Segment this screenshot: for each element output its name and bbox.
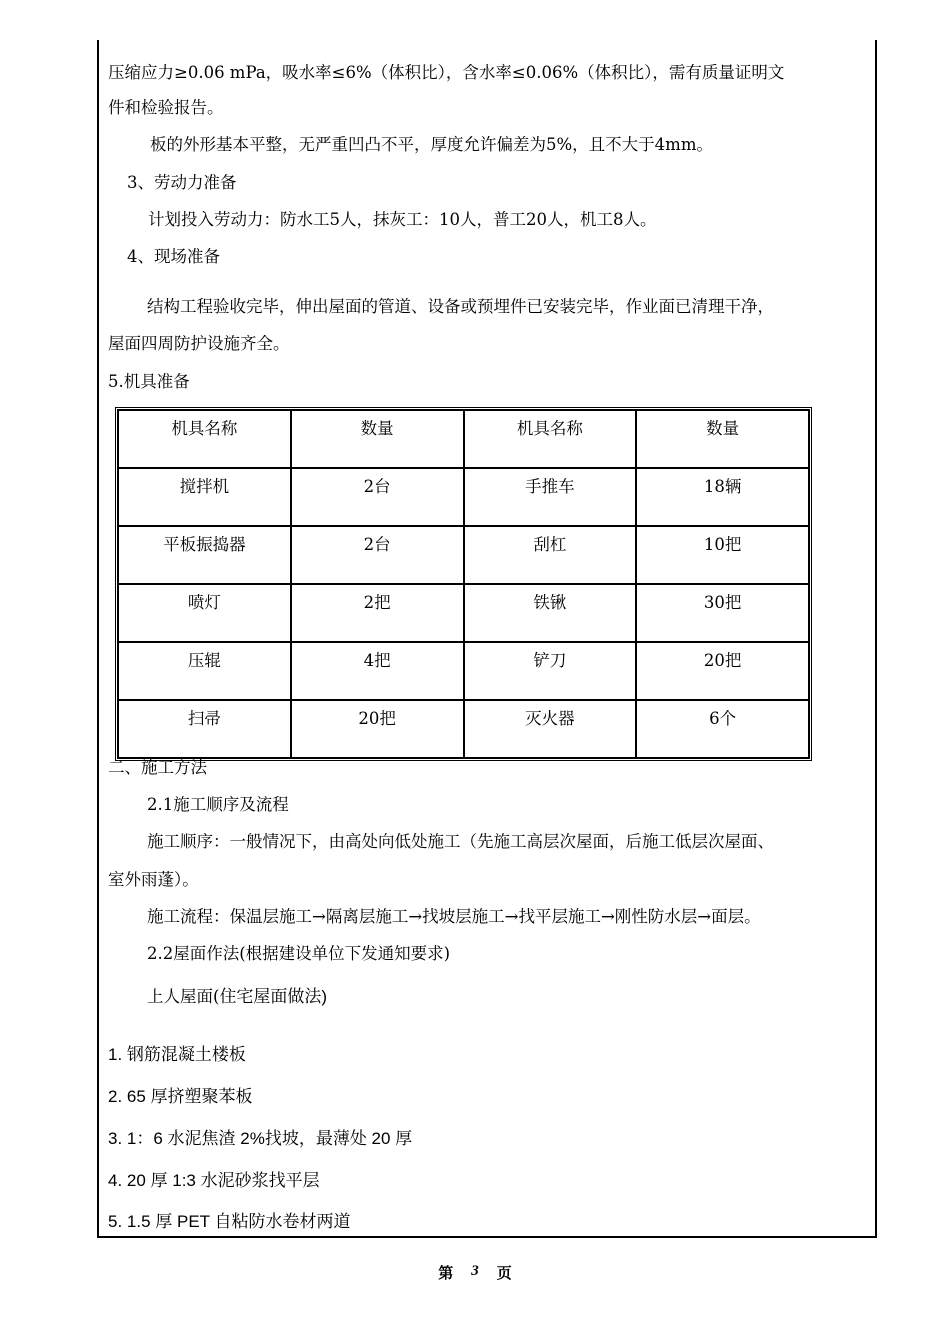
table-row xyxy=(118,468,809,526)
table-row xyxy=(118,584,809,642)
table-cell: 搅拌机 xyxy=(118,468,291,526)
paragraph-line: 件和检验报告。 xyxy=(108,98,224,117)
table-cell: 灭火器 xyxy=(464,700,637,758)
table-cell: 6个 xyxy=(636,700,809,758)
table-cell: 2台 xyxy=(291,526,464,584)
layer-item: 1. 钢筋混凝土楼板 xyxy=(108,1045,246,1064)
table-row xyxy=(118,526,809,584)
roof-type-line xyxy=(147,986,327,1008)
table-cell: 刮杠 xyxy=(464,526,637,584)
table-cell: 20把 xyxy=(636,642,809,700)
table-row xyxy=(118,700,809,758)
layer-item: 4. 20 厚 1:3 水泥砂浆找平层 xyxy=(108,1171,320,1190)
layer-item: 2. 65 厚挤塑聚苯板 xyxy=(108,1087,253,1106)
section-heading: 5.机具准备 xyxy=(108,372,190,391)
table-row xyxy=(118,642,809,700)
roof-type-bold: 住宅屋面做法) xyxy=(219,987,328,1006)
table-cell: 2台 xyxy=(291,468,464,526)
header-cell: 数量 xyxy=(291,410,464,468)
table-cell: 30把 xyxy=(636,584,809,642)
page-footer xyxy=(0,1262,950,1283)
footer-prefix: 第 xyxy=(438,1264,454,1282)
subsection-heading: 2.2屋面作法(根据建设单位下发通知要求) xyxy=(147,944,451,963)
section-heading: 二、施工方法 xyxy=(108,758,207,777)
paragraph-line: 计划投入劳动力：防水工5人，抹灰工：10人，普工20人，机工8人。 xyxy=(148,210,657,229)
paragraph-line: 板的外形基本平整，无严重凹凸不平，厚度允许偏差为5%，且不大于4mm。 xyxy=(150,135,713,154)
paragraph-line: 压缩应力≥0.06 mPa，吸水率≤6%（体积比），含水率≤0.06%（体积比），需有质量证明文 xyxy=(108,63,785,82)
table-cell: 2把 xyxy=(291,584,464,642)
section-heading: 4、现场准备 xyxy=(127,247,220,266)
header-cell: 机具名称 xyxy=(464,410,637,468)
subsection-heading: 2.1施工顺序及流程 xyxy=(147,795,289,814)
table-cell: 20把 xyxy=(291,700,464,758)
table-cell: 18辆 xyxy=(636,468,809,526)
paragraph-line: 屋面四周防护设施齐全。 xyxy=(108,334,290,353)
table-cell: 铲刀 xyxy=(464,642,637,700)
table-header-row xyxy=(118,410,809,468)
layer-item: 5. 1.5 厚 PET 自粘防水卷材两道 xyxy=(108,1212,351,1231)
layer-item: 3. 1：6 水泥焦渣 2%找坡，最薄处 20 厚 xyxy=(108,1129,413,1148)
tools-table xyxy=(115,407,812,761)
table-cell: 平板振捣器 xyxy=(118,526,291,584)
table-cell: 4把 xyxy=(291,642,464,700)
table-cell: 10把 xyxy=(636,526,809,584)
table-cell: 手推车 xyxy=(464,468,637,526)
table-cell: 铁锹 xyxy=(464,584,637,642)
paragraph-line: 施工顺序：一般情况下，由高处向低处施工（先施工高层次屋面，后施工低层次屋面、 xyxy=(147,832,774,851)
table-cell: 压辊 xyxy=(118,642,291,700)
roof-type-prefix: 上人屋面( xyxy=(147,987,220,1006)
section-heading: 3、劳动力准备 xyxy=(127,173,237,192)
footer-suffix: 页 xyxy=(496,1264,512,1282)
header-cell: 数量 xyxy=(636,410,809,468)
paragraph-line: 施工流程：保温层施工→隔离层施工→找坡层施工→找平层施工→刚性防水层→面层。 xyxy=(147,907,761,926)
table-cell: 喷灯 xyxy=(118,584,291,642)
paragraph-line: 结构工程验收完毕，伸出屋面的管道、设备或预埋件已安装完毕，作业面已清理干净， xyxy=(147,297,774,316)
page-number: 3 xyxy=(471,1263,479,1279)
paragraph-line: 室外雨蓬）。 xyxy=(108,870,199,889)
header-cell: 机具名称 xyxy=(118,410,291,468)
table-cell: 扫帚 xyxy=(118,700,291,758)
